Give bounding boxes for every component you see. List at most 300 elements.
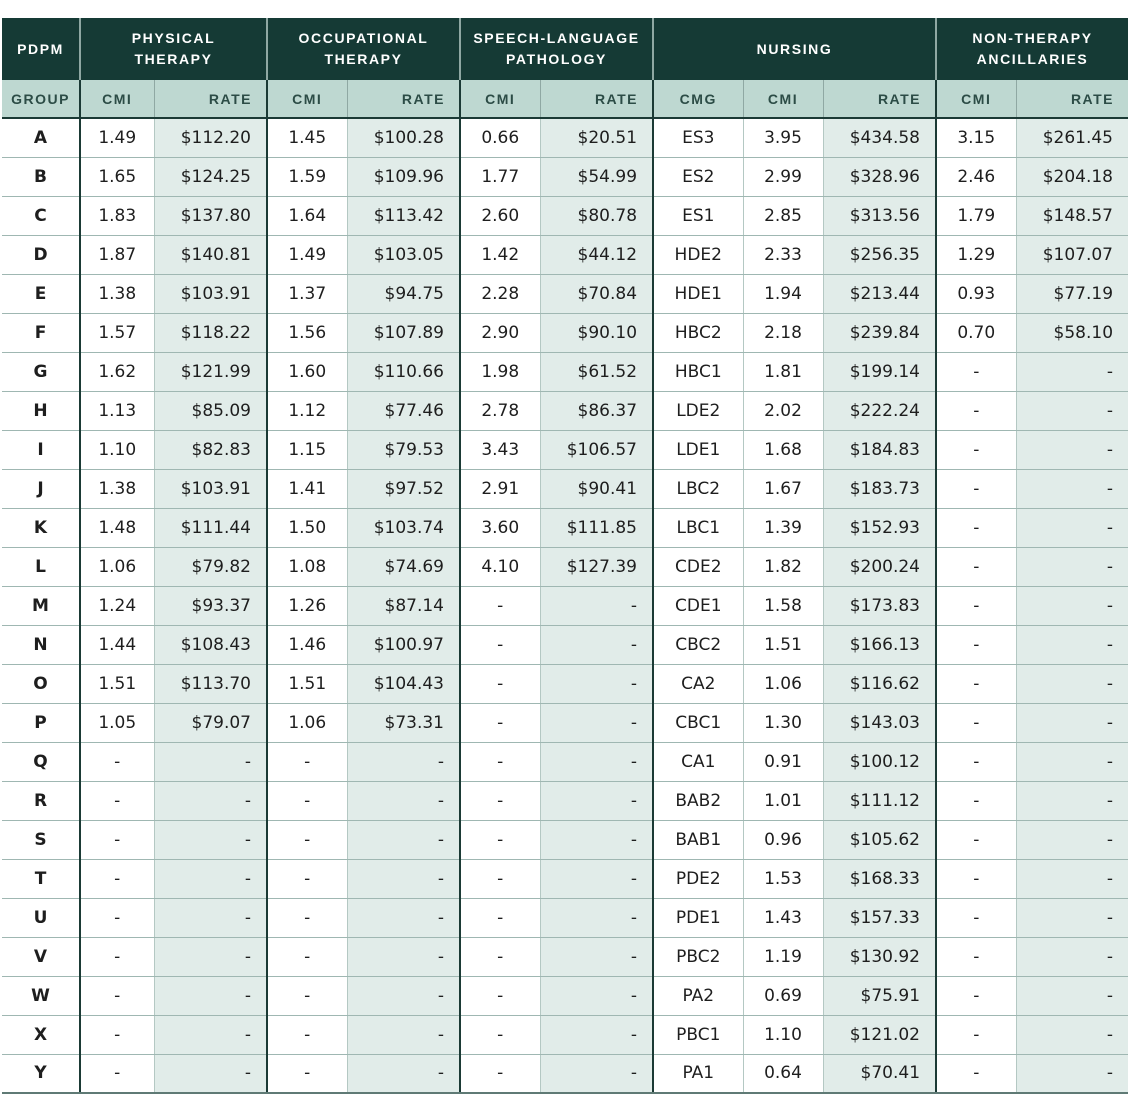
ot-rate-cell: $73.31: [347, 703, 460, 742]
nursing-cmg-cell: HBC2: [653, 313, 743, 352]
nta-rate-cell: -: [1016, 898, 1128, 937]
ot-cmi-cell: 1.15: [267, 430, 347, 469]
pt-cmi-cell: -: [80, 1054, 154, 1093]
nta-cmi-cell: 0.70: [936, 313, 1016, 352]
pt-rate-cell: -: [154, 859, 267, 898]
pt-cmi-cell: 1.44: [80, 625, 154, 664]
pt-rate-cell: $124.25: [154, 157, 267, 196]
ot-rate-cell: $103.74: [347, 508, 460, 547]
table-row: [2, 469, 1128, 508]
slp-rate-cell: -: [540, 1054, 653, 1093]
ot-cmi-cell: -: [267, 820, 347, 859]
nta-rate-cell: -: [1016, 430, 1128, 469]
slp-cmi-cell: -: [460, 976, 540, 1015]
slp-cmi-cell: 1.42: [460, 235, 540, 274]
nta-cmi-cell: -: [936, 820, 1016, 859]
nta-cmi-cell: -: [936, 391, 1016, 430]
group-cell: O: [2, 664, 80, 703]
pt-rate-cell: $121.99: [154, 352, 267, 391]
pt-rate-cell: $113.70: [154, 664, 267, 703]
nursing-cmg-cell: CA2: [653, 664, 743, 703]
nta-rate-cell: -: [1016, 586, 1128, 625]
ot-rate-cell: $100.28: [347, 118, 460, 157]
ot-cmi-cell: 1.06: [267, 703, 347, 742]
nursing-cmg-cell: CDE1: [653, 586, 743, 625]
nursing-cmi-cell: 1.30: [743, 703, 823, 742]
ot-cmi-cell: 1.37: [267, 274, 347, 313]
nursing-cmg-cell: CDE2: [653, 547, 743, 586]
nursing-cmg-cell: HBC1: [653, 352, 743, 391]
slp-cmi-cell: -: [460, 1015, 540, 1054]
slp-rate-cell: $86.37: [540, 391, 653, 430]
table-row: [2, 118, 1128, 157]
slp-rate-cell: -: [540, 781, 653, 820]
group-cell: D: [2, 235, 80, 274]
nursing-rate-header: RATE: [823, 80, 936, 118]
nursing-rate-cell: $152.93: [823, 508, 936, 547]
pt-cmi-cell: -: [80, 781, 154, 820]
nursing-cmi-cell: 0.91: [743, 742, 823, 781]
nursing-rate-cell: $111.12: [823, 781, 936, 820]
nursing-cmg-cell: PBC2: [653, 937, 743, 976]
nursing-cmi-cell: 1.81: [743, 352, 823, 391]
nta-rate-cell: -: [1016, 352, 1128, 391]
slp-cmi-cell: 2.28: [460, 274, 540, 313]
pt-rate-cell: $111.44: [154, 508, 267, 547]
slp-rate-cell: $90.41: [540, 469, 653, 508]
slp-rate-cell: -: [540, 859, 653, 898]
pt-rate-cell: $112.20: [154, 118, 267, 157]
slp-cmi-cell: -: [460, 898, 540, 937]
slp-cmi-cell: 2.78: [460, 391, 540, 430]
nta-rate-cell: -: [1016, 391, 1128, 430]
pt-rate-cell: -: [154, 781, 267, 820]
slp-rate-cell: $90.10: [540, 313, 653, 352]
nta-rate-cell: $204.18: [1016, 157, 1128, 196]
ot-rate-cell: -: [347, 937, 460, 976]
nta-cmi-cell: 0.93: [936, 274, 1016, 313]
pt-rate-cell: -: [154, 937, 267, 976]
group-cell: Q: [2, 742, 80, 781]
nta-cmi-cell: -: [936, 469, 1016, 508]
nta-rate-cell: -: [1016, 547, 1128, 586]
nta-cmi-cell: -: [936, 664, 1016, 703]
ot-cmi-cell: 1.50: [267, 508, 347, 547]
table-row: [2, 508, 1128, 547]
group-cell: I: [2, 430, 80, 469]
nursing-rate-cell: $166.13: [823, 625, 936, 664]
pdpm-rate-table: [2, 18, 1128, 1094]
slp-cmi-cell: 2.90: [460, 313, 540, 352]
nursing-cmi-cell: 2.33: [743, 235, 823, 274]
nursing-rate-cell: $75.91: [823, 976, 936, 1015]
group-cell: W: [2, 976, 80, 1015]
slp-rate-cell: -: [540, 625, 653, 664]
ot-rate-cell: -: [347, 1015, 460, 1054]
table-row: [2, 235, 1128, 274]
slp-cmi-cell: -: [460, 742, 540, 781]
nursing-cmi-cell: 1.94: [743, 274, 823, 313]
group-cell: A: [2, 118, 80, 157]
nursing-rate-cell: $157.33: [823, 898, 936, 937]
nursing-cmg-cell: LBC1: [653, 508, 743, 547]
header-row-sub: [2, 80, 1128, 118]
table-row: [2, 976, 1128, 1015]
group-cell: J: [2, 469, 80, 508]
ot-rate-cell: -: [347, 781, 460, 820]
nursing-cmg-header: CMG: [653, 80, 743, 118]
slp-rate-cell: $127.39: [540, 547, 653, 586]
ot-rate-cell: -: [347, 976, 460, 1015]
pt-rate-header: RATE: [154, 80, 267, 118]
nursing-rate-cell: $256.35: [823, 235, 936, 274]
group-cell: T: [2, 859, 80, 898]
ot-cmi-cell: -: [267, 976, 347, 1015]
slp-cmi-cell: 3.60: [460, 508, 540, 547]
table-row: [2, 898, 1128, 937]
nursing-rate-cell: $200.24: [823, 547, 936, 586]
pt-rate-cell: $79.07: [154, 703, 267, 742]
header-row-top: [2, 18, 1128, 80]
nta-rate-cell: $58.10: [1016, 313, 1128, 352]
nursing-rate-cell: $130.92: [823, 937, 936, 976]
nursing-cmi-cell: 0.96: [743, 820, 823, 859]
nursing-cmi-cell: 1.39: [743, 508, 823, 547]
slp-rate-cell: -: [540, 703, 653, 742]
nursing-cmi-cell: 1.19: [743, 937, 823, 976]
nta-cmi-cell: -: [936, 859, 1016, 898]
nursing-cmg-cell: PDE1: [653, 898, 743, 937]
slp-rate-cell: $20.51: [540, 118, 653, 157]
nta-rate-cell: -: [1016, 1054, 1128, 1093]
nursing-rate-cell: $116.62: [823, 664, 936, 703]
nta-cmi-cell: 1.79: [936, 196, 1016, 235]
ot-cmi-cell: -: [267, 898, 347, 937]
ot-cmi-cell: 1.56: [267, 313, 347, 352]
slp-rate-cell: -: [540, 1015, 653, 1054]
nursing-cmi-cell: 2.18: [743, 313, 823, 352]
nursing-cmi-cell: 1.01: [743, 781, 823, 820]
pt-cmi-cell: 1.05: [80, 703, 154, 742]
slp-rate-cell: -: [540, 742, 653, 781]
nursing-cmi-cell: 2.02: [743, 391, 823, 430]
group-cell: N: [2, 625, 80, 664]
slp-cmi-header: CMI: [460, 80, 540, 118]
slp-rate-cell: $70.84: [540, 274, 653, 313]
nursing-rate-cell: $143.03: [823, 703, 936, 742]
table-row: [2, 937, 1128, 976]
nursing-rate-cell: $313.56: [823, 196, 936, 235]
nta-rate-cell: -: [1016, 742, 1128, 781]
nursing-rate-cell: $105.62: [823, 820, 936, 859]
pt-cmi-cell: 1.10: [80, 430, 154, 469]
group-cell: M: [2, 586, 80, 625]
pt-cmi-cell: -: [80, 742, 154, 781]
nursing-cmi-cell: 1.67: [743, 469, 823, 508]
group-cell: K: [2, 508, 80, 547]
ot-cmi-cell: -: [267, 781, 347, 820]
nta-rate-header: RATE: [1016, 80, 1128, 118]
nursing-cmg-cell: BAB1: [653, 820, 743, 859]
nta-rate-cell: -: [1016, 703, 1128, 742]
speech-language-header: SPEECH-LANGUAGE PATHOLOGY: [460, 18, 653, 80]
pdpm-header: PDPM: [2, 18, 80, 80]
ot-cmi-cell: -: [267, 937, 347, 976]
nursing-cmg-cell: CBC2: [653, 625, 743, 664]
slp-rate-cell: $111.85: [540, 508, 653, 547]
pt-cmi-cell: -: [80, 898, 154, 937]
nursing-cmg-cell: PBC1: [653, 1015, 743, 1054]
group-cell: B: [2, 157, 80, 196]
physical-therapy-header: PHYSICAL THERAPY: [80, 18, 267, 80]
nursing-cmi-cell: 0.69: [743, 976, 823, 1015]
slp-rate-cell: -: [540, 976, 653, 1015]
nta-cmi-cell: -: [936, 625, 1016, 664]
table-row: [2, 274, 1128, 313]
pt-cmi-cell: 1.48: [80, 508, 154, 547]
pt-rate-cell: $108.43: [154, 625, 267, 664]
nta-cmi-cell: -: [936, 1054, 1016, 1093]
slp-rate-cell: -: [540, 820, 653, 859]
nta-rate-cell: -: [1016, 508, 1128, 547]
nursing-cmg-cell: LDE2: [653, 391, 743, 430]
group-cell: P: [2, 703, 80, 742]
ot-cmi-cell: 1.26: [267, 586, 347, 625]
slp-rate-cell: -: [540, 664, 653, 703]
ot-cmi-cell: 1.45: [267, 118, 347, 157]
nursing-cmg-cell: ES1: [653, 196, 743, 235]
slp-rate-cell: $80.78: [540, 196, 653, 235]
group-cell: H: [2, 391, 80, 430]
nta-cmi-cell: 3.15: [936, 118, 1016, 157]
nta-cmi-header: CMI: [936, 80, 1016, 118]
slp-cmi-cell: -: [460, 586, 540, 625]
pt-cmi-cell: 1.24: [80, 586, 154, 625]
nursing-cmg-cell: BAB2: [653, 781, 743, 820]
nursing-rate-cell: $173.83: [823, 586, 936, 625]
nursing-cmg-cell: HDE1: [653, 274, 743, 313]
table-row: [2, 430, 1128, 469]
pt-rate-cell: $103.91: [154, 274, 267, 313]
nta-rate-cell: -: [1016, 664, 1128, 703]
ot-rate-cell: $109.96: [347, 157, 460, 196]
nta-rate-cell: -: [1016, 937, 1128, 976]
pt-cmi-cell: 1.38: [80, 274, 154, 313]
nursing-header: NURSING: [653, 18, 936, 80]
nta-cmi-cell: -: [936, 703, 1016, 742]
nursing-rate-cell: $100.12: [823, 742, 936, 781]
nta-cmi-cell: -: [936, 898, 1016, 937]
table-row: [2, 313, 1128, 352]
table-row: [2, 859, 1128, 898]
nta-rate-cell: -: [1016, 976, 1128, 1015]
ot-cmi-cell: 1.08: [267, 547, 347, 586]
nursing-cmi-cell: 3.95: [743, 118, 823, 157]
group-cell: X: [2, 1015, 80, 1054]
slp-rate-cell: -: [540, 586, 653, 625]
pt-cmi-header: CMI: [80, 80, 154, 118]
nta-rate-cell: $148.57: [1016, 196, 1128, 235]
group-cell: U: [2, 898, 80, 937]
ot-cmi-cell: -: [267, 1015, 347, 1054]
slp-cmi-cell: -: [460, 1054, 540, 1093]
ot-cmi-cell: 1.41: [267, 469, 347, 508]
slp-rate-cell: $44.12: [540, 235, 653, 274]
nta-cmi-cell: -: [936, 781, 1016, 820]
nta-cmi-cell: -: [936, 937, 1016, 976]
group-cell: L: [2, 547, 80, 586]
slp-cmi-cell: 4.10: [460, 547, 540, 586]
group-cell: V: [2, 937, 80, 976]
nta-rate-cell: $77.19: [1016, 274, 1128, 313]
pt-rate-cell: $82.83: [154, 430, 267, 469]
ot-rate-cell: $94.75: [347, 274, 460, 313]
table-row: [2, 820, 1128, 859]
ot-rate-cell: $113.42: [347, 196, 460, 235]
pt-cmi-cell: 1.49: [80, 118, 154, 157]
table-row: [2, 664, 1128, 703]
pt-cmi-cell: 1.06: [80, 547, 154, 586]
nta-rate-cell: -: [1016, 1015, 1128, 1054]
pt-cmi-cell: 1.62: [80, 352, 154, 391]
nursing-rate-cell: $168.33: [823, 859, 936, 898]
pt-rate-cell: $85.09: [154, 391, 267, 430]
ot-cmi-cell: 1.46: [267, 625, 347, 664]
nursing-rate-cell: $70.41: [823, 1054, 936, 1093]
ot-cmi-cell: 1.12: [267, 391, 347, 430]
nursing-cmg-cell: LBC2: [653, 469, 743, 508]
nta-rate-cell: -: [1016, 820, 1128, 859]
ot-rate-cell: -: [347, 898, 460, 937]
ot-cmi-cell: 1.59: [267, 157, 347, 196]
pt-cmi-cell: 1.83: [80, 196, 154, 235]
nta-rate-cell: -: [1016, 859, 1128, 898]
ot-cmi-cell: -: [267, 1054, 347, 1093]
nursing-cmg-cell: HDE2: [653, 235, 743, 274]
table-row: [2, 196, 1128, 235]
pt-cmi-cell: 1.38: [80, 469, 154, 508]
pt-cmi-cell: -: [80, 820, 154, 859]
nursing-cmg-cell: LDE1: [653, 430, 743, 469]
nta-rate-cell: -: [1016, 625, 1128, 664]
nta-cmi-cell: -: [936, 352, 1016, 391]
ot-rate-cell: -: [347, 859, 460, 898]
slp-cmi-cell: 0.66: [460, 118, 540, 157]
slp-rate-header: RATE: [540, 80, 653, 118]
nursing-cmg-cell: CA1: [653, 742, 743, 781]
table-row: [2, 391, 1128, 430]
nta-cmi-cell: -: [936, 508, 1016, 547]
ot-rate-cell: $97.52: [347, 469, 460, 508]
slp-cmi-cell: 3.43: [460, 430, 540, 469]
slp-rate-cell: $54.99: [540, 157, 653, 196]
table-body: [2, 118, 1128, 1093]
nursing-rate-cell: $434.58: [823, 118, 936, 157]
nursing-rate-cell: $183.73: [823, 469, 936, 508]
ot-rate-cell: $107.89: [347, 313, 460, 352]
nursing-cmg-cell: ES3: [653, 118, 743, 157]
nursing-rate-cell: $121.02: [823, 1015, 936, 1054]
table-row: [2, 703, 1128, 742]
nursing-cmi-cell: 1.10: [743, 1015, 823, 1054]
table-row: [2, 547, 1128, 586]
ot-cmi-cell: 1.49: [267, 235, 347, 274]
slp-cmi-cell: 2.60: [460, 196, 540, 235]
pt-rate-cell: -: [154, 1015, 267, 1054]
slp-cmi-cell: -: [460, 625, 540, 664]
group-cell: C: [2, 196, 80, 235]
non-therapy-header: NON-THERAPY ANCILLARIES: [936, 18, 1128, 80]
nta-cmi-cell: -: [936, 742, 1016, 781]
slp-cmi-cell: -: [460, 781, 540, 820]
ot-rate-cell: -: [347, 1054, 460, 1093]
nta-cmi-cell: -: [936, 430, 1016, 469]
pt-cmi-cell: 1.57: [80, 313, 154, 352]
pt-cmi-cell: -: [80, 976, 154, 1015]
table-row: [2, 742, 1128, 781]
group-cell: S: [2, 820, 80, 859]
pt-rate-cell: $118.22: [154, 313, 267, 352]
nursing-cmi-cell: 1.68: [743, 430, 823, 469]
nta-rate-cell: $107.07: [1016, 235, 1128, 274]
slp-cmi-cell: 1.77: [460, 157, 540, 196]
pt-rate-cell: -: [154, 1054, 267, 1093]
nursing-cmg-cell: PA2: [653, 976, 743, 1015]
occupational-therapy-header: OCCUPATIONAL THERAPY: [267, 18, 460, 80]
nursing-rate-cell: $199.14: [823, 352, 936, 391]
ot-cmi-cell: 1.51: [267, 664, 347, 703]
nta-rate-cell: -: [1016, 781, 1128, 820]
pt-rate-cell: -: [154, 820, 267, 859]
nursing-rate-cell: $213.44: [823, 274, 936, 313]
slp-cmi-cell: -: [460, 703, 540, 742]
ot-rate-cell: $110.66: [347, 352, 460, 391]
ot-cmi-cell: -: [267, 859, 347, 898]
table-row: [2, 586, 1128, 625]
table-row: [2, 1054, 1128, 1093]
pt-cmi-cell: -: [80, 1015, 154, 1054]
group-cell: E: [2, 274, 80, 313]
group-cell: R: [2, 781, 80, 820]
nursing-cmg-cell: PDE2: [653, 859, 743, 898]
nta-rate-cell: -: [1016, 469, 1128, 508]
pt-rate-cell: $79.82: [154, 547, 267, 586]
pt-cmi-cell: -: [80, 859, 154, 898]
pt-rate-cell: $140.81: [154, 235, 267, 274]
nta-cmi-cell: 2.46: [936, 157, 1016, 196]
slp-cmi-cell: -: [460, 820, 540, 859]
nursing-cmi-cell: 2.99: [743, 157, 823, 196]
ot-cmi-cell: -: [267, 742, 347, 781]
ot-rate-cell: $79.53: [347, 430, 460, 469]
ot-rate-cell: -: [347, 742, 460, 781]
ot-cmi-header: CMI: [267, 80, 347, 118]
slp-rate-cell: -: [540, 937, 653, 976]
nursing-cmi-cell: 1.43: [743, 898, 823, 937]
ot-rate-cell: $77.46: [347, 391, 460, 430]
slp-cmi-cell: 1.98: [460, 352, 540, 391]
ot-rate-cell: $74.69: [347, 547, 460, 586]
nta-cmi-cell: -: [936, 586, 1016, 625]
slp-cmi-cell: 2.91: [460, 469, 540, 508]
slp-rate-cell: $106.57: [540, 430, 653, 469]
group-header: GROUP: [2, 80, 80, 118]
slp-cmi-cell: -: [460, 859, 540, 898]
pt-cmi-cell: 1.87: [80, 235, 154, 274]
nursing-cmg-cell: ES2: [653, 157, 743, 196]
table-row: [2, 157, 1128, 196]
group-cell: F: [2, 313, 80, 352]
